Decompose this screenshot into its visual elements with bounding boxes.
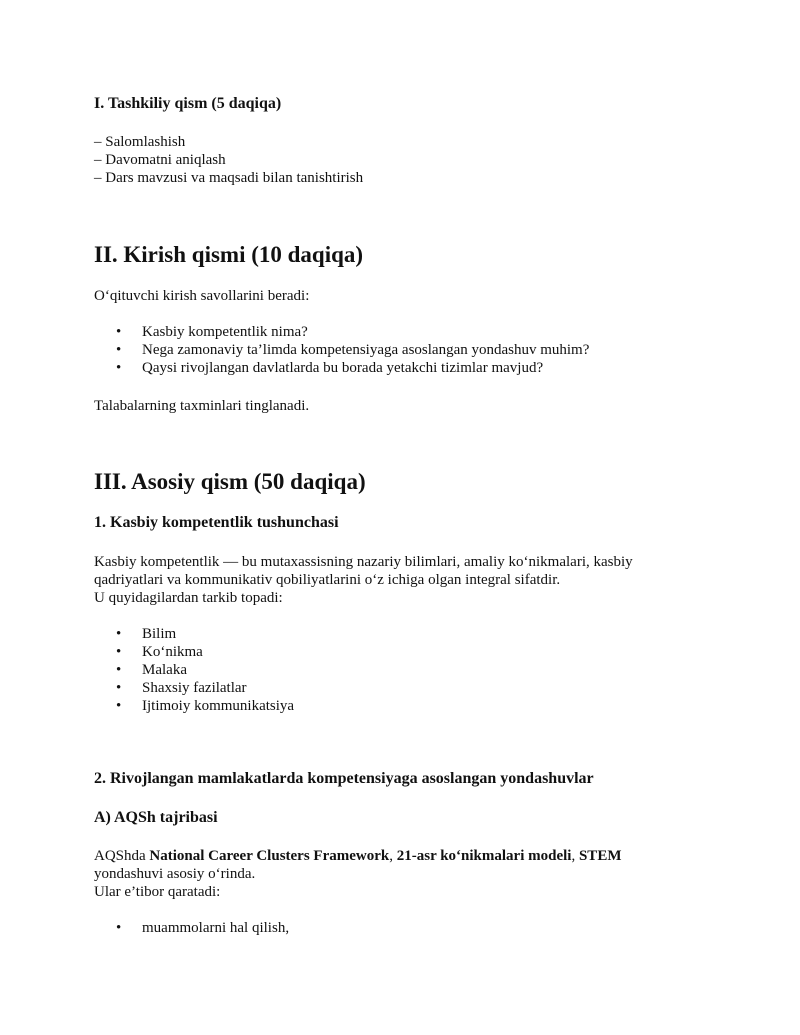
section-2-intro: O‘qituvchi kirish savollarini beradi: [94, 288, 310, 304]
list-item-text: Bilim [142, 626, 177, 642]
list-item-text: Qaysi rivojlangan davlatlarda bu borada yetakchi tizimlar mavjud? [142, 360, 544, 376]
paragraph-text: AQShda [94, 848, 150, 864]
separator: , [571, 848, 579, 864]
stem-label: STEM [578, 848, 622, 864]
bullet-icon: • [116, 920, 122, 936]
subsection-1-heading: 1. Kasbiy kompetentlik tushunchasi [94, 514, 339, 531]
paragraph-line: qadriyatlari va kommunikativ qobiliyatlarini o‘z ichiga olgan integral sifatdir. [94, 572, 561, 588]
framework-name: National Career Clusters Framework [149, 848, 390, 864]
section-1-heading: I. Tashkiliy qism (5 daqiqa) [94, 95, 282, 112]
bullet-icon: • [116, 360, 122, 376]
subsection-2-heading: 2. Rivojlangan mamlakatlarda kompetensiyaga asoslangan yondashuvlar [94, 770, 594, 787]
list-item-text: Kasbiy kompetentlik nima? [142, 324, 308, 340]
bullet-icon: • [116, 644, 122, 660]
bullet-icon: • [116, 698, 122, 714]
list-item-text: Malaka [142, 662, 187, 678]
section-2-heading: II. Kirish qismi (10 daqiqa) [94, 242, 364, 267]
list-item-text: Shaxsiy fazilatlar [142, 680, 247, 696]
list-item-text: Ko‘nikma [142, 644, 203, 660]
paragraph-line: Kasbiy kompetentlik — bu mutaxassisning nazariy bilimlari, amaliy ko‘nikmalari, kasbiy [94, 554, 633, 570]
separator: , [389, 848, 397, 864]
section-1-line-2: – Davomatni aniqlash [94, 152, 226, 168]
subsection-2a-heading: A) AQSh tajribasi [94, 809, 218, 826]
bullet-icon: • [116, 680, 122, 696]
model-name: 21-asr ko‘nikmalari modeli [396, 848, 572, 864]
list-item-text: muammolarni hal qilish, [142, 920, 290, 936]
section-1-line-3: – Dars mavzusi va maqsadi bilan tanishtirish [94, 170, 364, 186]
section-2-closing: Talabalarning taxminlari tinglanadi. [94, 398, 310, 414]
bullet-icon: • [116, 324, 122, 340]
section-3-heading: III. Asosiy qism (50 daqiqa) [94, 469, 366, 494]
bullet-icon: • [116, 626, 122, 642]
paragraph-line: U quyidagilardan tarkib topadi: [94, 590, 283, 606]
bullet-icon: • [116, 662, 122, 678]
paragraph-line: Ular e’tibor qaratadi: [94, 884, 221, 900]
list-item-text: Ijtimoiy kommunikatsiya [142, 698, 295, 714]
paragraph-line [94, 847, 621, 865]
paragraph-line: yondashuvi asosiy o‘rinda. [94, 866, 256, 882]
section-1-line-1: – Salomlashish [94, 134, 186, 150]
list-item-text: Nega zamonaviy ta’limda kompetensiyaga asoslangan yondashuv muhim? [142, 342, 590, 358]
bullet-icon: • [116, 342, 122, 358]
